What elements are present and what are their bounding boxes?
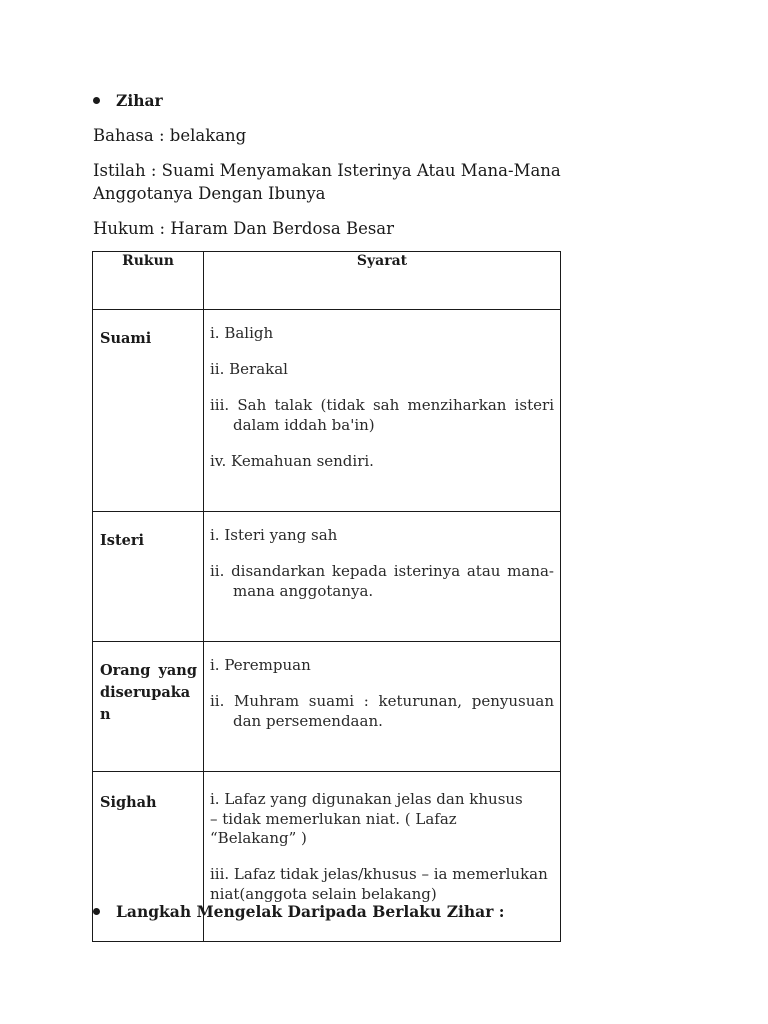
- rukun-cell: Suami: [93, 310, 204, 512]
- section-heading-zihar: [93, 91, 163, 110]
- table-header-row: [93, 252, 561, 310]
- section-heading-langkah: [93, 902, 505, 921]
- rukun-syarat-table: [92, 251, 561, 942]
- table-row: [93, 512, 561, 642]
- bullet-icon: [93, 908, 100, 915]
- syarat-item: ii. disandarkan kepada isterinya atau mana-mana anggotanya.: [210, 562, 554, 600]
- syarat-item: iii. Lafaz tidak jelas/khusus – ia memerlukan niat(anggota selain belakang): [210, 865, 548, 903]
- syarat-cell: [204, 642, 561, 772]
- rukun-line: diserupaka: [100, 684, 191, 701]
- syarat-item: iii. Sah talak (tidak sah menziharkan isteri dalam iddah ba'in): [210, 396, 554, 434]
- syarat-item: iv. Kemahuan sendiri.: [210, 451, 374, 470]
- rukun-cell: Isteri: [93, 512, 204, 642]
- syarat-item: i. Lafaz yang digunakan jelas dan khusus – tidak memerlukan niat. ( Lafaz “Belakang” ): [210, 790, 523, 847]
- bullet-icon: [93, 97, 100, 104]
- table-row: [93, 642, 561, 772]
- syarat-item: i. Baligh: [210, 324, 274, 342]
- header-rukun: Rukun: [93, 252, 204, 310]
- syarat-item: i. Perempuan: [210, 656, 311, 674]
- definition-istilah: [93, 159, 613, 205]
- heading-text: Langkah Mengelak Daripada Berlaku Zihar :: [116, 902, 505, 921]
- rukun-cell: Sighah: [93, 772, 204, 942]
- syarat-item: i. Isteri yang sah: [210, 526, 338, 544]
- syarat-cell: [204, 512, 561, 642]
- definition-hukum: Hukum : Haram Dan Berdosa Besar: [93, 219, 395, 238]
- syarat-item: ii. Berakal: [210, 360, 288, 378]
- rukun-line: n: [100, 706, 111, 723]
- rukun-cell: [93, 642, 204, 772]
- syarat-cell: [204, 310, 561, 512]
- table-row: [93, 310, 561, 512]
- heading-text: Zihar: [116, 91, 163, 110]
- definition-bahasa: Bahasa : belakang: [93, 126, 247, 145]
- istilah-line-1: Istilah : Suami Menyamakan Isterinya Atau Mana-Mana: [93, 161, 561, 180]
- header-syarat: Syarat: [204, 252, 561, 310]
- syarat-item: ii. Muhram suami : keturunan, penyusuan dan persemendaan.: [210, 692, 554, 730]
- istilah-line-2: Anggotanya Dengan Ibunya: [93, 184, 326, 203]
- rukun-line: Orang yang: [100, 662, 197, 679]
